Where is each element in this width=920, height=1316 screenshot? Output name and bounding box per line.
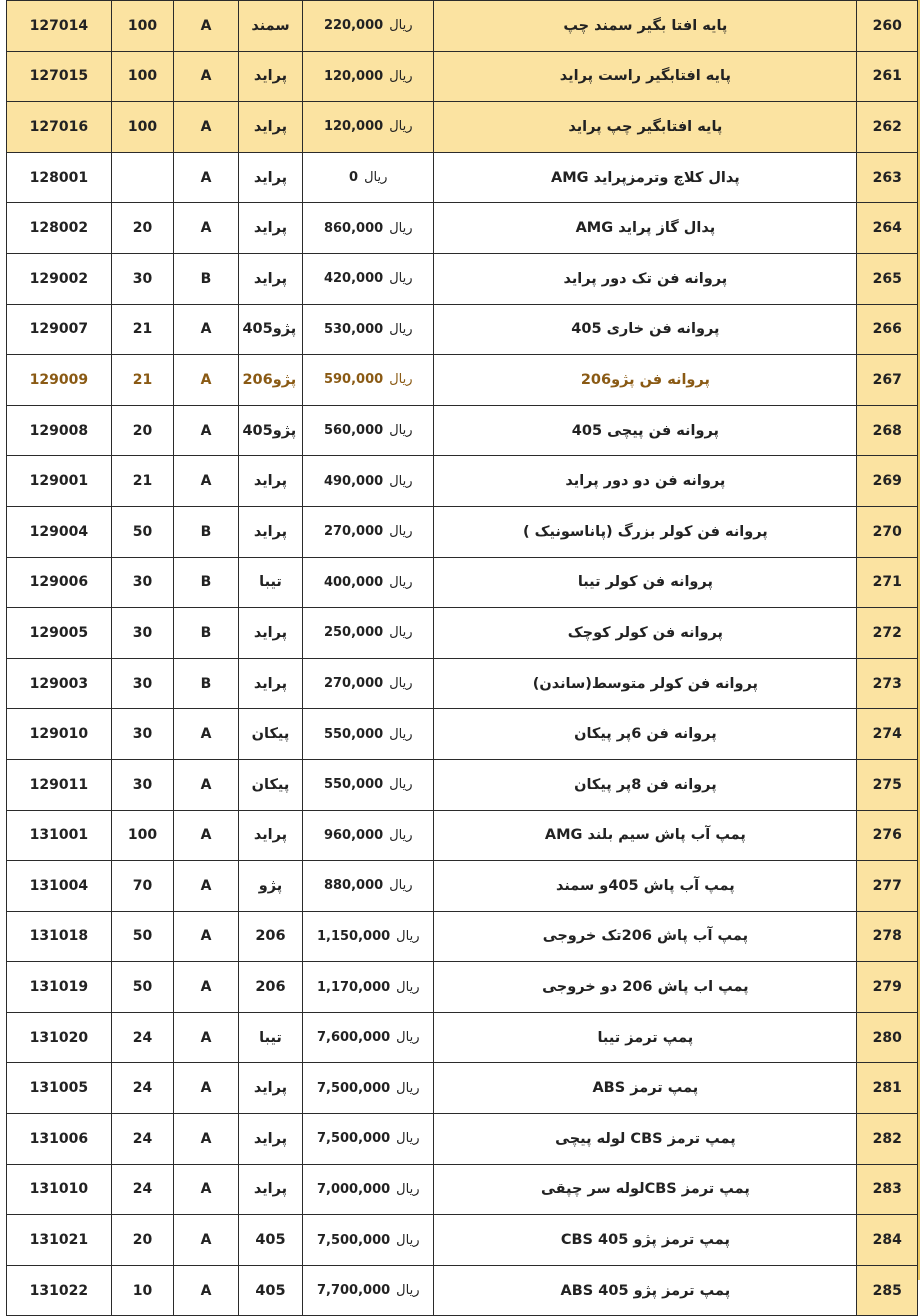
part-name-cell: پروانه فن کولر کوچک [434,608,857,659]
row-number-cell: 284 [857,1215,918,1266]
table-row [7,405,918,456]
price-cell [303,658,434,709]
grade-cell: A [174,810,238,861]
car-model-cell: پژو [238,861,302,912]
price-amount: 7,700,000 [316,1283,391,1299]
grade-cell: A [174,203,238,254]
price-amount: 1,150,000 [316,928,391,944]
currency-label: ریال [389,271,413,287]
grade-cell: A [174,1215,238,1266]
car-model-cell: تیبا [238,1012,302,1063]
price-cell [303,51,434,102]
table-row [7,658,918,709]
currency-label: ریال [389,524,413,540]
currency-label: ریال [396,928,420,944]
car-model-cell: پراید [238,658,302,709]
table-row [7,102,918,153]
table-row [7,1012,918,1063]
table-row [7,911,918,962]
part-name-cell: پروانه فن خاری 405 [434,304,857,355]
row-number-cell: 262 [857,102,918,153]
price-amount: 490,000 [323,473,384,489]
part-code-cell: 129004 [7,506,112,557]
row-number-cell: 280 [857,1012,918,1063]
currency-label: ریال [396,1283,420,1299]
part-name-cell: پروانه فن دو دور پراید [434,456,857,507]
grade-cell: A [174,911,238,962]
table-row [7,962,918,1013]
row-number-cell: 267 [857,355,918,406]
grade-cell: A [174,1012,238,1063]
part-code-cell: 129005 [7,608,112,659]
part-code-cell: 131018 [7,911,112,962]
price-amount: 590,000 [323,372,384,388]
grade-cell: A [174,152,238,203]
part-name-cell: پمپ آب پاش سیم بلند AMG [434,810,857,861]
price-amount: 860,000 [323,220,384,236]
part-code-cell: 129008 [7,405,112,456]
currency-label: ریال [389,18,413,34]
table-row [7,759,918,810]
grade-cell: B [174,608,238,659]
part-name-cell: پدال کلاچ وترمزپراید AMG [434,152,857,203]
table-row [7,152,918,203]
parts-price-table [6,0,918,1316]
part-name-cell: پمپ ترمز پژو 405 CBS [434,1215,857,1266]
grade-cell: A [174,102,238,153]
currency-label: ریال [396,1131,420,1147]
part-code-cell: 127015 [7,51,112,102]
price-amount: 560,000 [323,423,384,439]
part-name-cell: پمپ آب پاش 206تک خروجی [434,911,857,962]
quantity-cell: 50 [111,911,173,962]
currency-label: ریال [389,68,413,84]
table-row [7,861,918,912]
car-model-cell: پژو405 [238,304,302,355]
quantity-cell: 20 [111,1215,173,1266]
price-amount: 400,000 [323,574,384,590]
currency-label: ریال [389,423,413,439]
row-number-cell: 260 [857,1,918,52]
price-cell [303,506,434,557]
price-amount: 7,500,000 [316,1080,391,1096]
row-number-cell: 285 [857,1265,918,1316]
price-cell [303,810,434,861]
row-number-cell: 264 [857,203,918,254]
quantity-cell: 21 [111,304,173,355]
price-amount: 120,000 [323,119,384,135]
quantity-cell: 20 [111,203,173,254]
part-code-cell: 131019 [7,962,112,1013]
quantity-cell: 24 [111,1114,173,1165]
car-model-cell: 405 [238,1265,302,1316]
quantity-cell: 50 [111,506,173,557]
table-row [7,709,918,760]
currency-label: ریال [389,473,413,489]
price-amount: 960,000 [323,827,384,843]
price-amount: 7,600,000 [316,1030,391,1046]
part-name-cell: پدال گاز پراید AMG [434,203,857,254]
currency-label: ریال [389,878,413,894]
quantity-cell: 10 [111,1265,173,1316]
grade-cell: A [174,962,238,1013]
part-code-cell: 131010 [7,1164,112,1215]
part-name-cell: پمپ ترمز CBS لوله پیچی [434,1114,857,1165]
quantity-cell: 30 [111,557,173,608]
part-code-cell: 127016 [7,102,112,153]
grade-cell: A [174,1164,238,1215]
price-amount: 7,000,000 [316,1181,391,1197]
part-name-cell: پایه افتابگیر راست پراید [434,51,857,102]
part-name-cell: پمپ ترمز ABS [434,1063,857,1114]
part-code-cell: 131005 [7,1063,112,1114]
row-number-cell: 275 [857,759,918,810]
quantity-cell: 100 [111,102,173,153]
price-cell [303,608,434,659]
row-number-cell: 268 [857,405,918,456]
quantity-cell: 30 [111,608,173,659]
part-code-cell: 131022 [7,1265,112,1316]
currency-label: ریال [396,1030,420,1046]
car-model-cell: پراید [238,102,302,153]
table-row [7,1265,918,1316]
row-number-cell: 271 [857,557,918,608]
price-cell [303,102,434,153]
grade-cell: B [174,253,238,304]
price-amount: 7,500,000 [316,1131,391,1147]
price-cell [303,355,434,406]
part-code-cell: 128002 [7,203,112,254]
table-row [7,456,918,507]
part-name-cell: پروانه فن کولر تیبا [434,557,857,608]
grade-cell: A [174,405,238,456]
price-cell [303,1215,434,1266]
car-model-cell: 206 [238,962,302,1013]
currency-label: ریال [396,979,420,995]
car-model-cell: 405 [238,1215,302,1266]
row-number-cell: 265 [857,253,918,304]
car-model-cell: پراید [238,1114,302,1165]
grade-cell: B [174,658,238,709]
part-name-cell: پروانه فن 8پر پیکان [434,759,857,810]
price-amount: 7,500,000 [316,1232,391,1248]
price-amount: 120,000 [323,68,384,84]
grade-cell: A [174,709,238,760]
currency-label: ریال [396,1080,420,1096]
price-cell [303,1063,434,1114]
row-number-cell: 274 [857,709,918,760]
table-row [7,304,918,355]
table-row [7,1215,918,1266]
part-name-cell: پمپ ترمز تیبا [434,1012,857,1063]
currency-label: ریال [389,827,413,843]
car-model-cell: تیبا [238,557,302,608]
price-amount: 420,000 [323,271,384,287]
car-model-cell: سمند [238,1,302,52]
table-row [7,506,918,557]
quantity-cell: 24 [111,1063,173,1114]
car-model-cell: پژو405 [238,405,302,456]
quantity-cell [111,152,173,203]
grade-cell: B [174,557,238,608]
car-model-cell: پراید [238,253,302,304]
row-number-cell: 261 [857,51,918,102]
price-cell [303,304,434,355]
price-amount: 880,000 [323,878,384,894]
price-cell [303,709,434,760]
part-name-cell: پروانه فن تک دور پراید [434,253,857,304]
quantity-cell: 21 [111,456,173,507]
currency-label: ریال [396,1232,420,1248]
car-model-cell: پراید [238,1164,302,1215]
quantity-cell: 70 [111,861,173,912]
quantity-cell: 20 [111,405,173,456]
currency-label: ریال [389,625,413,641]
row-number-cell: 269 [857,456,918,507]
price-amount: 1,170,000 [316,979,391,995]
quantity-cell: 24 [111,1164,173,1215]
currency-label: ریال [389,119,413,135]
part-code-cell: 129003 [7,658,112,709]
grade-cell: A [174,1114,238,1165]
price-amount: 270,000 [323,524,384,540]
part-code-cell: 129010 [7,709,112,760]
price-amount: 550,000 [323,726,384,742]
car-model-cell: پراید [238,152,302,203]
part-code-cell: 129007 [7,304,112,355]
table-row [7,1114,918,1165]
row-number-cell: 281 [857,1063,918,1114]
row-number-cell: 283 [857,1164,918,1215]
grade-cell: A [174,1,238,52]
table-row [7,1164,918,1215]
part-name-cell: پمپ ترمز پژو 405 ABS [434,1265,857,1316]
grade-cell: B [174,506,238,557]
row-number-cell: 279 [857,962,918,1013]
car-model-cell: پیکان [238,759,302,810]
table-row [7,1,918,52]
car-model-cell: پراید [238,456,302,507]
quantity-cell: 30 [111,709,173,760]
part-name-cell: پروانه فن کولر بزرگ (پاناسونیک ) [434,506,857,557]
row-number-cell: 282 [857,1114,918,1165]
price-cell [303,962,434,1013]
part-code-cell: 131020 [7,1012,112,1063]
grade-cell: A [174,861,238,912]
grade-cell: A [174,304,238,355]
table-body [7,1,918,1316]
table-row [7,51,918,102]
grade-cell: A [174,759,238,810]
part-name-cell: پمپ اب پاش 206 دو خروجی [434,962,857,1013]
price-cell [303,405,434,456]
price-cell [303,1,434,52]
price-amount: 530,000 [323,321,384,337]
grade-cell: A [174,51,238,102]
row-number-cell: 263 [857,152,918,203]
price-cell [303,911,434,962]
car-model-cell: پراید [238,608,302,659]
part-name-cell: پایه افتابگیر چپ پراید [434,102,857,153]
currency-label: ریال [389,676,413,692]
row-number-cell: 276 [857,810,918,861]
car-model-cell: پراید [238,810,302,861]
part-name-cell: پروانه فن پیچی 405 [434,405,857,456]
car-model-cell: پیکان [238,709,302,760]
currency-label: ریال [396,1181,420,1197]
row-number-cell: 270 [857,506,918,557]
part-code-cell: 131001 [7,810,112,861]
part-code-cell: 131004 [7,861,112,912]
quantity-cell: 100 [111,810,173,861]
quantity-cell: 30 [111,253,173,304]
quantity-cell: 30 [111,759,173,810]
car-model-cell: پراید [238,203,302,254]
row-number-cell: 278 [857,911,918,962]
price-cell [303,759,434,810]
quantity-cell: 30 [111,658,173,709]
quantity-cell: 50 [111,962,173,1013]
price-amount: 270,000 [323,676,384,692]
car-model-cell: پژو206 [238,355,302,406]
grade-cell: A [174,456,238,507]
part-name-cell: پروانه فن کولر متوسط(ساندن) [434,658,857,709]
table-row [7,355,918,406]
table-row [7,810,918,861]
part-code-cell: 129011 [7,759,112,810]
table-row [7,1063,918,1114]
price-cell [303,253,434,304]
table-row [7,557,918,608]
row-number-cell: 273 [857,658,918,709]
price-cell [303,1012,434,1063]
part-code-cell: 128001 [7,152,112,203]
part-name-cell: پروانه فن 6پر پیکان [434,709,857,760]
price-cell [303,456,434,507]
part-code-cell: 129006 [7,557,112,608]
row-number-cell: 266 [857,304,918,355]
price-amount: 250,000 [323,625,384,641]
part-name-cell: پروانه فن پژو206 [434,355,857,406]
table-row [7,608,918,659]
grade-cell: A [174,1265,238,1316]
part-name-cell: پایه افتا بگیر سمند چپ [434,1,857,52]
currency-label: ریال [389,574,413,590]
price-amount: 550,000 [323,777,384,793]
price-amount: 0 [349,170,359,186]
currency-label: ریال [389,777,413,793]
car-model-cell: پراید [238,51,302,102]
price-cell [303,1265,434,1316]
price-cell [303,557,434,608]
part-code-cell: 129009 [7,355,112,406]
part-name-cell: پمپ آب پاش 405و سمند [434,861,857,912]
car-model-cell: پراید [238,506,302,557]
price-cell [303,1114,434,1165]
quantity-cell: 100 [111,1,173,52]
part-code-cell: 131021 [7,1215,112,1266]
price-amount: 220,000 [323,18,384,34]
row-number-cell: 277 [857,861,918,912]
price-cell [303,152,434,203]
currency-label: ریال [389,220,413,236]
part-code-cell: 131006 [7,1114,112,1165]
part-code-cell: 127014 [7,1,112,52]
price-cell [303,1164,434,1215]
part-code-cell: 129001 [7,456,112,507]
quantity-cell: 21 [111,355,173,406]
currency-label: ریال [389,726,413,742]
row-number-cell: 272 [857,608,918,659]
table-row [7,253,918,304]
quantity-cell: 100 [111,51,173,102]
quantity-cell: 24 [111,1012,173,1063]
car-model-cell: 206 [238,911,302,962]
grade-cell: A [174,1063,238,1114]
grade-cell: A [174,355,238,406]
price-cell [303,203,434,254]
currency-label: ریال [364,170,388,186]
car-model-cell: پراید [238,1063,302,1114]
currency-label: ریال [389,321,413,337]
table-row [7,203,918,254]
part-name-cell: پمپ ترمز CBSلوله سر چپقی [434,1164,857,1215]
price-cell [303,861,434,912]
currency-label: ریال [389,372,413,388]
part-code-cell: 129002 [7,253,112,304]
